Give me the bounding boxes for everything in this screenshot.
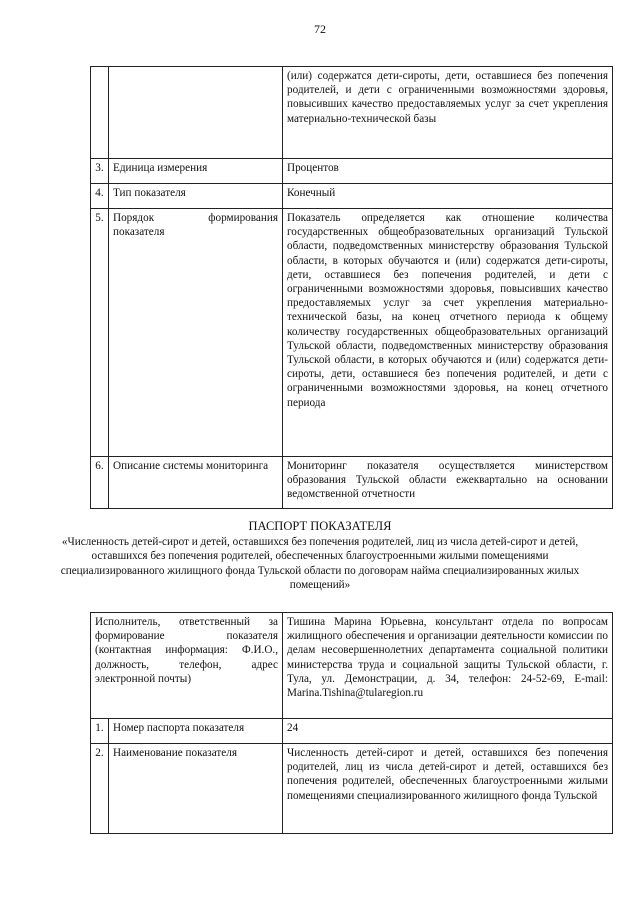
row-value-cell: Процентов (283, 159, 613, 184)
table-row (91, 209, 613, 457)
table-row (91, 159, 613, 184)
row-label-cell: Единица измерения (109, 159, 283, 184)
row-number-cell (91, 67, 109, 159)
row-value-cell: Конечный (283, 184, 613, 209)
table-row (91, 719, 613, 744)
executor-row (91, 613, 613, 719)
indicator-table-continued (90, 66, 613, 509)
table-row (91, 457, 613, 509)
row-value-cell: Показатель определяется как отношение количества государственных общеобразовательных организаций Тульской области, подведомственных министерству образования Тульской области, в которых обучаются и (или) содержатся дети-сироты, дети, оставшиеся без попечения родителей, и дети с ограниченными возможностями здоровья, повысивших качество предоставляемых услуг за счет укрепления материально-технической базы, на конец отчетного периода к общему количеству государственных общеобразовательных организаций Тульской области, подведомственных министерству образования Тульской области, в которых обучаются и (или) содержатся дети-сироты, дети, оставшиеся без попечения родителей, и дети с ограниченными возможностями здоровья, на конец отчетного периода (283, 209, 613, 457)
passport-title: ПАСПОРТ ПОКАЗАТЕЛЯ (248, 519, 392, 533)
row-value-cell: 24 (283, 719, 613, 744)
row-value-cell: Численность детей-сирот и детей, оставшихся без попечения родителей, лиц из числа детей-сирот и детей, оставшихся без попечения родителей, обеспеченных благоустроенными жилыми помещениями специализированного жилищного фонда Тульской (283, 744, 613, 834)
row-label-cell: Тип показателя (109, 184, 283, 209)
row-number-cell: 6. (91, 457, 109, 509)
passport-subtitle: «Численность детей-сирот и детей, оставшихся без попечения родителей, лиц из числа детей-сирот и детей, оставшихся без попечения родителей, обеспеченных благоустроенными жилыми помещениями специализированного жилищного фонда Тульской области по договорам найма специализированных жилых помещений» (60, 536, 580, 591)
row-label-cell: Порядок формирования показателя (109, 209, 283, 457)
row-label-cell: Наименование показателя (109, 744, 283, 834)
executor-label-cell: Исполнитель, ответственный за формирование показателя (контактная информация: Ф.И.О., должность, телефон, адрес электронной почты) (91, 613, 283, 719)
row-label-cell (109, 67, 283, 159)
row-number-cell: 2. (91, 744, 109, 834)
page-number: 72 (314, 22, 326, 36)
table-row (91, 744, 613, 834)
row-number-cell: 5. (91, 209, 109, 457)
table-row (91, 67, 613, 159)
passport-table (90, 612, 613, 834)
row-number-cell: 4. (91, 184, 109, 209)
table-row (91, 184, 613, 209)
row-number-cell: 1. (91, 719, 109, 744)
row-label-cell: Номер паспорта показателя (109, 719, 283, 744)
executor-value-cell: Тишина Марина Юрьевна, консультант отдела по вопросам жилищного обеспечения и организации деятельности комиссии по делам несовершеннолетних департамента социальной политики министерства труда и социальной защиты Тульской области, г. Тула, ул. Демонстрации, д. 34, телефон: 24-52-69, E-mail: Marina.Tishina@tularegion.ru (283, 613, 613, 719)
row-label-cell: Описание системы мониторинга (109, 457, 283, 509)
passport-heading (60, 519, 580, 592)
row-number-cell: 3. (91, 159, 109, 184)
row-value-cell: (или) содержатся дети-сироты, дети, оставшиеся без попечения родителей, и дети с ограниченными возможностями здоровья, повысивших качество предоставляемых услуг за счет укрепления материально-технической базы (283, 67, 613, 159)
row-value-cell: Мониторинг показателя осуществляется министерством образования Тульской области ежеквартально на основании ведомственной отчетности (283, 457, 613, 509)
